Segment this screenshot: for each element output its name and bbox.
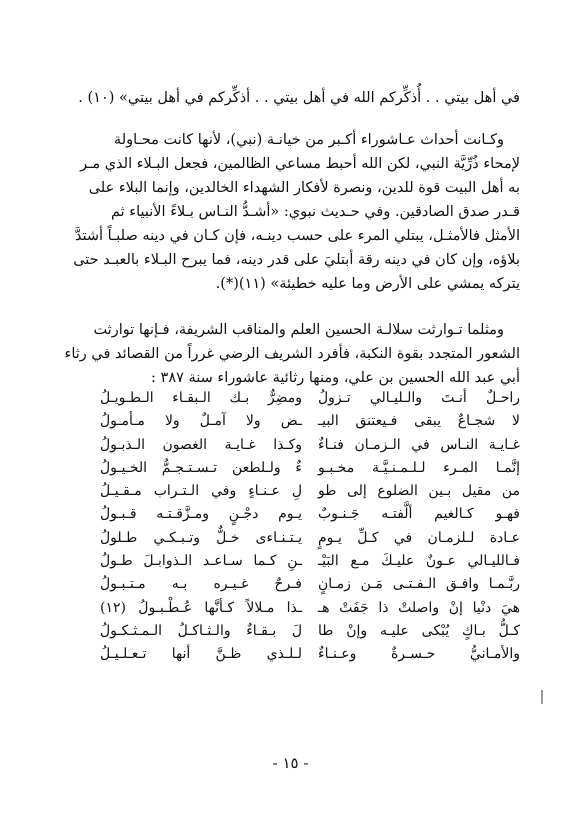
text-line: به أهل البيت قوة للدين، ونصرة لأفكار الشهداء الخالدين، وإنما البلاء على	[88, 180, 520, 196]
text-line: الشعور المتجدد بقوة النكبة، فأفرد الشريف الرضي غرراً من القصائد في رثاء	[64, 346, 520, 362]
verse-first-hemistich: من مقيل بـين الضلوع إلى طو	[318, 483, 520, 500]
poem-verse	[100, 600, 520, 623]
verse-first-hemistich: فهـو كـالغيم ألَّفتـه جَـنـوبٌ	[318, 506, 520, 523]
text-line: أبي عبد الله الحسين بن علي، ومنها رثائية عاشوراء سنة ٣٨٧ :	[151, 370, 520, 386]
verse-second-hemistich: فـرحٌ غـيـره بـه مـتـبـولُ	[100, 576, 302, 593]
poem	[100, 390, 520, 670]
verse-second-hemistich: ـض ولا آمـلٌ ولا مـأمـولُ	[100, 413, 302, 430]
verse-second-hemistich: ومضِرٌّ بـك الـبقـاء الـطـويـلُ	[100, 390, 302, 406]
verse-first-hemistich: هيَ دنْيا إنْ واصلتْ ذا جَفَتْ هـ	[318, 599, 520, 616]
verse-first-hemistich: ربَّـمـا وافـق الـفـتـى مَـن زمـانٍ	[318, 576, 520, 593]
text-line: بلاؤه، وإن كان في دينه رقة أبتليَ على قدر دينه، فما يبرح البـلاء بالعبـد حتى	[73, 252, 520, 268]
verse-second-hemistich: ـذا مـلالاً كـأنَّها عُـطْـبـولُ (١٢)	[100, 599, 302, 616]
poem-verse	[100, 623, 520, 646]
poem-verse	[100, 460, 520, 483]
verse-first-hemistich: غـايـة النـاس في الـزمـان فنـاءٌ	[318, 436, 520, 453]
verse-second-hemistich: لَ بـقـاءٌ والـثـاكـلُ الـمـثـكـولُ	[100, 622, 302, 639]
verse-second-hemistich: يـتـنـاءى خـلٌّ وتـبـكـي طـلولُ	[100, 529, 302, 546]
verse-first-hemistich: إنَّمـا المـرء لـلـمـنـيَّـة مخـبـو	[318, 459, 520, 476]
poem-verse	[100, 437, 520, 460]
poem-verse	[100, 646, 520, 669]
poem-verse	[100, 530, 520, 553]
poem-verse	[100, 576, 520, 599]
paragraph-ashura-events	[73, 128, 520, 296]
text-line: يتركه يمشي على الأرض وما عليه خطيئة» (١١)(*).	[215, 276, 520, 292]
text-line: في أهل بيتي . . أُذكِّركم الله في أهل بيتي . . أذكِّركم في أهل بيتي» (١٠) .	[78, 90, 520, 106]
margin-mark	[541, 690, 543, 704]
text-line: ومثلما تـوارثت سلالـة الحسين العلم والمناقب الشريفة، فـإنها توارثت	[93, 322, 504, 338]
poem-verse	[100, 413, 520, 436]
verse-first-hemistich: فـالليـالي عـونٌ عليـكَ مـع البَيْـ	[318, 553, 520, 570]
verse-first-hemistich: راحـلٌ أنـتَ والـليـالي تـزولُ	[318, 390, 520, 406]
verse-first-hemistich: كـلُّ بـاكٍ يُبْكى عليـه وإنْ طا	[318, 622, 520, 639]
text-line: قـدر صدق الصادقين. وفي حـديث نبوي: «أشـدُّ النـاس بـلاءً الأنبياء ثم	[110, 204, 520, 220]
paragraph-hadith-ending	[78, 86, 520, 110]
verse-second-hemistich: يـوم دجْـنٍ ومـزَّقـتـه قـبـولُ	[100, 506, 302, 523]
text-line: لإمحاء ذُرِّيَّة النبي، لكن الله أحبط مساعي الظالمين، فجعل البـلاء الذي مـر	[80, 156, 520, 172]
verse-second-hemistich: ءٌ ولـلطعن تـسـتـجـمُّ الخـيـولُ	[100, 459, 302, 476]
paragraph-sharif-radi	[64, 318, 520, 390]
verse-first-hemistich: والأمـانيُّ حـسـرةٌ وعـنـاءٌ	[318, 646, 520, 663]
verse-second-hemistich: لـلـذي ظـنَّ أنها تـعـلـيـلُ	[100, 646, 302, 663]
verse-first-hemistich: عـادة لـلزمـان في كـلِّ يـومٍ	[318, 529, 520, 546]
verse-second-hemistich: وكـذا غـايـة الغصون الـذبـولُ	[100, 436, 302, 453]
verse-first-hemistich: لا شجـاعٌ يبقى فـيعتنق البيـ	[318, 413, 520, 430]
poem-verse	[100, 553, 520, 576]
verse-second-hemistich: ـنِ كـما سـاعـد الـذوابـلَ طـولُ	[100, 553, 302, 570]
text-line: الأمثل فالأمثـل، يبتلي المرء على حسب دينـه، فإن كـان في دينه صلبـاً أشتدَّ	[74, 228, 520, 244]
page-number: - ١٥ -	[272, 754, 309, 772]
text-line: وكـانت أحداث عـاشوراء أكـبر من خيانـة (نبي)، لأنها كانت محـاولة	[113, 132, 504, 148]
verse-second-hemistich: لِ عـنـاءٍ وفي الـتـراب مـقـيـلُ	[100, 483, 302, 500]
poem-verse	[100, 506, 520, 529]
poem-verse	[100, 483, 520, 506]
poem-verse	[100, 390, 520, 413]
